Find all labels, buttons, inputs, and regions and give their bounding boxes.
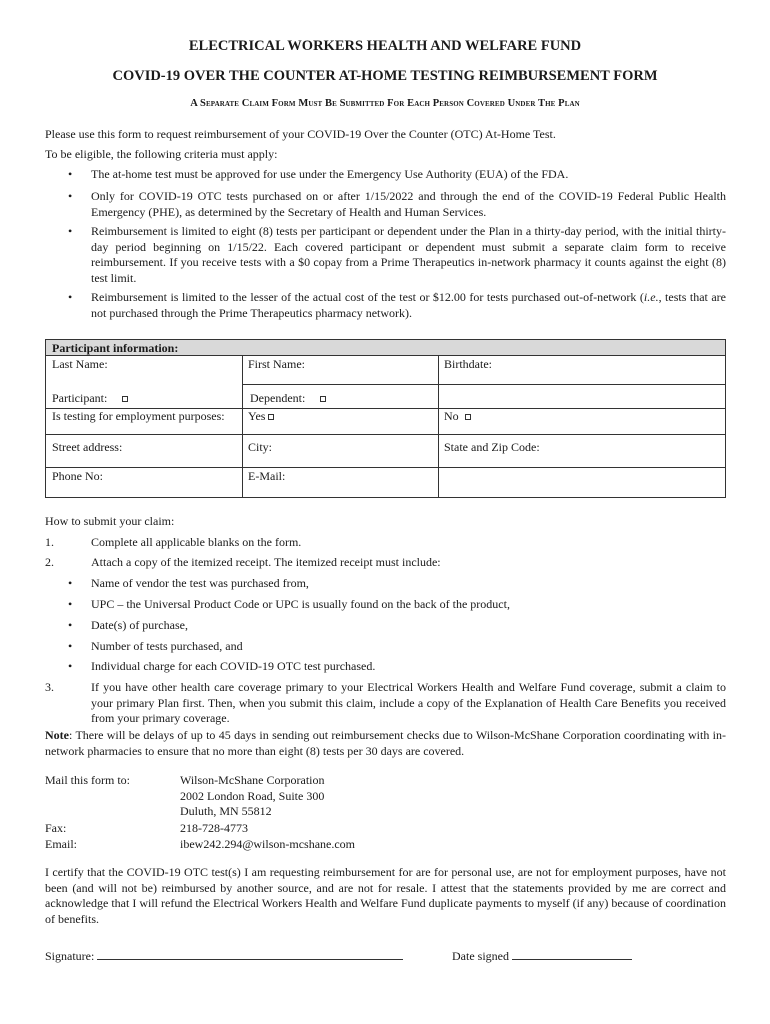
bullet-icon: • — [68, 189, 73, 203]
yes-checkbox[interactable] — [268, 414, 274, 420]
employment-yes-option[interactable] — [248, 409, 274, 424]
participant-checkbox[interactable] — [122, 396, 128, 402]
criteria-item: Reimbursement is limited to eight (8) tests per participant or dependent under the Plan in a thirty-day period, with the initial thirty-day period beginning on 1/15/22. Each covered participant or dependent must submit a separate claim form to receive reimbursement. If you receive tests with a $0 copay from a Prime Therapeutics in-network pharmacy it counts against the eight (8) test limit. — [91, 224, 726, 285]
table-divider — [46, 467, 725, 468]
intro-line: Please use this form to request reimbursement of your COVID-19 Over the Counter (OTC) At-Home Test. — [45, 127, 556, 141]
submit-heading: How to submit your claim: — [45, 514, 175, 528]
table-divider — [46, 434, 725, 435]
date-signed-row — [452, 948, 632, 965]
dependent-option[interactable] — [250, 391, 326, 406]
street-address-field[interactable]: Street address: — [52, 440, 123, 454]
eligibility-line: To be eligible, the following criteria must apply: — [45, 147, 278, 161]
bullet-icon: • — [68, 639, 73, 653]
bullet-icon: • — [68, 659, 73, 673]
table-divider — [242, 384, 725, 385]
note-text: : There will be delays of up to 45 days in sending out reimbursement checks due to Wilson-McShane Corporation coordinating with in-network pharmacies to ensure that no more than eight (8) tests per 30 days are covered. — [45, 728, 726, 758]
receipt-item: Name of vendor the test was purchased from, — [91, 576, 309, 590]
step-number: 2. — [45, 555, 54, 569]
participant-option[interactable] — [52, 391, 128, 406]
bullet-icon: • — [68, 290, 73, 304]
employment-purposes-label: Is testing for employment purposes: — [52, 409, 225, 423]
email-label: Email: — [45, 837, 77, 851]
mail-address-line2: Duluth, MN 55812 — [180, 804, 272, 818]
fax-number: 218-728-4773 — [180, 821, 248, 835]
step-text: Attach a copy of the itemized receipt. The itemized receipt must include: — [91, 555, 441, 569]
first-name-field[interactable]: First Name: — [248, 357, 305, 371]
participant-label: Participant: — [52, 391, 108, 405]
delay-note — [45, 728, 726, 759]
ie-text: i.e. — [643, 290, 659, 304]
last-name-field[interactable]: Last Name: — [52, 357, 108, 371]
state-zip-field[interactable]: State and Zip Code: — [444, 440, 540, 454]
step-text: Complete all applicable blanks on the form. — [91, 535, 302, 549]
criteria-item: The at-home test must be approved for use under the Emergency Use Authority (EUA) of the FDA. — [91, 167, 569, 181]
certification-text: I certify that the COVID-19 OTC test(s) I am requesting reimbursement for are for personal use, are not for employment purposes, have not been (and will not be) reimbursed by another source, and are not for resale. I attest that the statements provided by me are correct and acknowledge that I will refund the Electrical Workers Health and Welfare Fund duplicate payments to myself (if any) because of coordination of benefits. — [45, 865, 726, 926]
mail-label: Mail this form to: — [45, 773, 130, 787]
criteria-item: Only for COVID-19 OTC tests purchased on or after 1/15/2022 and through the end of the COVID-19 Federal Public Health Emergency (PHE), as determined by the Secretary of Health and Human Services. — [91, 189, 726, 219]
signature-label: Signature: — [45, 949, 95, 963]
mail-company: Wilson-McShane Corporation — [180, 773, 325, 787]
dependent-checkbox[interactable] — [320, 396, 326, 402]
email-field[interactable]: E-Mail: — [248, 469, 286, 483]
table-divider — [438, 356, 439, 498]
form-title: COVID-19 OVER THE COUNTER AT-HOME TESTING REIMBURSEMENT FORM — [112, 68, 658, 84]
signature-field[interactable] — [97, 948, 403, 960]
bullet-icon: • — [68, 618, 73, 632]
step-number: 1. — [45, 535, 54, 549]
phone-field[interactable]: Phone No: — [52, 469, 103, 483]
employment-no-option[interactable] — [444, 409, 471, 424]
fax-label: Fax: — [45, 821, 67, 835]
date-signed-field[interactable] — [512, 948, 632, 960]
yes-label: Yes — [248, 409, 266, 423]
note-label: Note — [45, 728, 69, 742]
bullet-icon: • — [68, 224, 73, 238]
birthdate-field[interactable]: Birthdate: — [444, 357, 492, 371]
table-divider — [242, 356, 243, 498]
dependent-label: Dependent: — [250, 391, 306, 405]
step-number: 3. — [45, 680, 54, 694]
bullet-icon: • — [68, 167, 73, 181]
form-subtitle: A Separate Claim Form Must Be Submitted For Each Person Covered Under The Plan — [190, 98, 580, 109]
criteria-item — [91, 290, 726, 321]
date-signed-label: Date signed — [452, 949, 509, 963]
receipt-item: Date(s) of purchase, — [91, 618, 188, 632]
signature-row — [45, 948, 403, 965]
mail-address-line1: 2002 London Road, Suite 300 — [180, 789, 325, 803]
participant-info-heading: Participant information: — [46, 340, 725, 356]
participant-info-table — [45, 339, 726, 498]
city-field[interactable]: City: — [248, 440, 273, 454]
receipt-item: UPC – the Universal Product Code or UPC is usually found on the back of the product, — [91, 597, 510, 611]
bullet-icon: • — [68, 576, 73, 590]
receipt-item: Individual charge for each COVID-19 OTC test purchased. — [91, 659, 376, 673]
no-checkbox[interactable] — [465, 414, 471, 420]
criteria-text: Reimbursement is limited to the lesser of the actual cost of the test or $12.00 for tests purchased out-of-network ( — [91, 290, 644, 304]
receipt-item: Number of tests purchased, and — [91, 639, 243, 653]
step-text: If you have other health care coverage primary to your Electrical Workers Health and Welfare Fund coverage, submit a claim to your primary Plan first. Then, when you submit this claim, include a copy of the Explanation of Health Care Benefits you received from your primary coverage. — [91, 680, 726, 725]
no-label: No — [444, 409, 459, 423]
email-address[interactable]: ibew242.294@wilson-mcshane.com — [180, 837, 356, 851]
bullet-icon: • — [68, 597, 73, 611]
fund-title: ELECTRICAL WORKERS HEALTH AND WELFARE FUND — [188, 38, 582, 54]
criteria-text: , tests that are not purchased through the Prime Therapeutics pharmacy network). — [91, 290, 726, 320]
